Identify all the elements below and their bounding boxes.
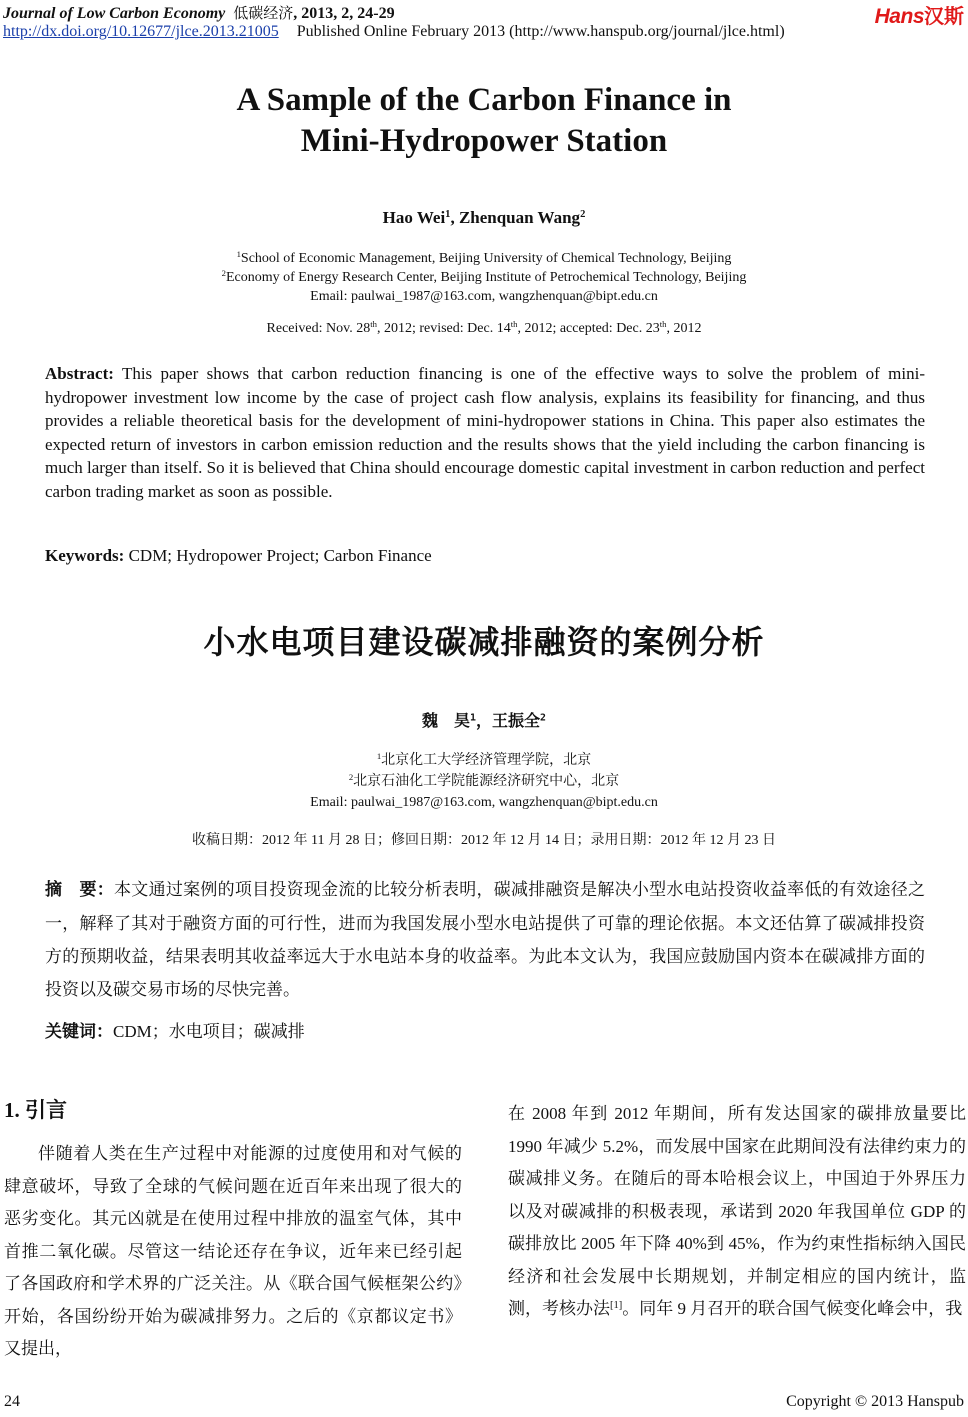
- th-sup: th: [510, 319, 518, 330]
- th-sup: th: [659, 319, 667, 330]
- title-line-2: Mini-Hydropower Station: [300, 123, 668, 159]
- affiliations-en: [0, 249, 968, 306]
- right-text-a: 在 2008 年到 2012 年期间，所有发达国家的碳排放量要比 1990 年减少 5.2%，而发展中国家在此期间没有法律约束力的碳减排义务。在随后的哥本哈根会议上，中国迫于外界压力以及对碳减排的积极表现，承诺到 2020 年我国单位 GDP 的碳排放比 2005 年下降 40%到 45%，作为约束性指标纳入国民经济和社会发展中长期规划，并制定相应的国内统计，监测，考核办法: [508, 1104, 966, 1318]
- journal-header: [3, 2, 395, 23]
- right-text-b: 。同年 9 月召开的联合国气候变化峰会中，我: [622, 1299, 963, 1318]
- abstract-en: [45, 362, 925, 503]
- authors-en: [0, 208, 968, 228]
- hanspub-logo: [875, 0, 964, 29]
- affil-1-cn-sup: 1: [376, 751, 382, 762]
- paper-title-cn: 小水电项目建设碳减排融资的案例分析: [203, 623, 765, 661]
- section-number: 1.: [4, 1098, 20, 1122]
- abstract-label: Abstract:: [45, 364, 114, 383]
- keywords-cn: [45, 1017, 305, 1042]
- affil-1-sup: 1: [236, 249, 241, 260]
- email-cn: Email: paulwai_1987@163.com, wangzhenquan@bipt.edu.cn: [310, 795, 658, 810]
- affiliation-2: [0, 268, 968, 287]
- section-title: 引言: [25, 1098, 67, 1122]
- received-part: Received: Nov. 28: [266, 321, 371, 336]
- authors-cn: [0, 708, 968, 731]
- author-1: Hao Wei: [382, 208, 446, 227]
- affiliation-1-cn: [0, 750, 968, 771]
- author-sep: ,: [450, 208, 459, 227]
- affil-2-text: Economy of Energy Research Center, Beijing Institute of Petrochemical Technology, Beijing: [225, 270, 747, 285]
- page-number: 24: [4, 1393, 20, 1410]
- author-1-cn: 魏 昊: [422, 711, 471, 730]
- keywords-label-cn: 关键词：: [45, 1022, 113, 1042]
- published-online: Published Online February 2013 (http://www.hanspub.org/journal/jlce.html): [296, 23, 785, 40]
- keywords-en: [45, 546, 432, 566]
- doi-line: [3, 23, 785, 41]
- th-sup: th: [370, 319, 377, 330]
- section-1-heading: [4, 1094, 67, 1124]
- logo-text-en: Hans: [874, 5, 924, 28]
- author-2-cn-sup: 2: [540, 712, 546, 724]
- abstract-text: This paper shows that carbon reduction financing is one of the effective ways to solve the problem of mini-hydropower investment low income by the case of project cash flow analysis, explains its feasibility for financing, and thus provides a reliable theoretical basis for the development of mini-hydropower stations in China. This paper also estimates the expected return of investors in carbon emission reduction and the results shows that the yield including the carbon financing is much larger than itself. So it is believed that China should encourage domestic capital investment in carbon reduction and perfect carbon trading market as soon as possible.: [45, 364, 925, 501]
- email-en: Email: paulwai_1987@163.com, wangzhenquan@bipt.edu.cn: [310, 289, 658, 304]
- affil-2-cn-sup: 2: [348, 772, 354, 783]
- body-column-right: [508, 1098, 966, 1326]
- affiliation-2-cn: [0, 771, 968, 792]
- keywords-label: Keywords:: [45, 546, 125, 565]
- received-dates-en: [0, 321, 968, 337]
- keywords-text-cn: CDM；水电项目；碳减排: [113, 1022, 305, 1041]
- accepted-part: , 2012; accepted: Dec. 23: [517, 321, 660, 336]
- affil-1-text: School of Economic Management, Beijing University of Chemical Technology, Beijing: [240, 251, 732, 266]
- affil-1-cn-text: 北京化工大学经济管理学院，北京: [381, 753, 592, 768]
- affiliations-cn: [0, 750, 968, 813]
- affil-2-cn-text: 北京石油化工学院能源经济研究中心，北京: [353, 774, 620, 789]
- affiliation-1: [0, 249, 968, 268]
- journal-name-en: Journal of Low Carbon Economy: [3, 5, 226, 22]
- author-sep-cn: ，: [475, 711, 492, 730]
- revised-part: , 2012; revised: Dec. 14: [376, 321, 511, 336]
- author-1-sup: 1: [445, 209, 451, 221]
- logo-text-cn: 汉斯: [924, 4, 964, 28]
- affil-2-sup: 2: [221, 268, 226, 279]
- received-dates-cn: 收稿日期：2012 年 11 月 28 日；修回日期：2012 年 12 月 14 日；录用日期：2012 年 12 月 23 日: [192, 833, 776, 848]
- author-1-cn-sup: 1: [470, 712, 476, 724]
- keywords-text: CDM; Hydropower Project; Carbon Finance: [124, 546, 432, 565]
- abstract-label-cn: 摘 要：: [45, 880, 115, 900]
- author-2: Zhenquan Wang: [458, 208, 581, 227]
- author-2-sup: 2: [580, 209, 586, 221]
- body-column-left: 伴随着人类在生产过程中对能源的过度使用和对气候的肆意破坏，导致了全球的气候问题在近百年来出现了很大的恶劣变化。其元凶就是在使用过程中排放的温室气体，其中首推二氧化碳。尽管这一结论还存在争议，近年来已经引起了各国政府和学术界的广泛关注。从《联合国气候框架公约》开始，各国纷纷开始为碳减排努力。之后的《京都议定书》又提出，: [4, 1144, 462, 1358]
- author-2-cn: 王振全: [492, 711, 541, 730]
- abstract-text-cn: 本文通过案例的项目投资现金流的比较分析表明，碳减排融资是解决小型水电站投资收益率低的有效途径之一，解释了其对于融资方面的可行性，进而为我国发展小型水电站提供了可靠的理论依据。本文还估算了碳减排投资方的预期收益，结果表明其收益率远大于水电站本身的收益率。为此本文认为，我国应鼓励国内资本在碳减排方面的投资以及碳交易市场的尽快完善。: [45, 880, 926, 999]
- copyright: Copyright © 2013 Hanspub: [786, 1393, 964, 1410]
- title-line-1: A Sample of the Carbon Finance in: [236, 82, 732, 118]
- citation-ref[interactable]: [1]: [610, 1300, 623, 1312]
- year-part: , 2012: [666, 321, 702, 336]
- abstract-cn: [45, 873, 925, 1006]
- volume-info: , 2013, 2, 24-29: [293, 5, 395, 22]
- doi-link[interactable]: http://dx.doi.org/10.12677/jlce.2013.21005: [3, 23, 279, 40]
- paper-title-en: [0, 80, 968, 162]
- journal-name-cn: 低碳经济: [233, 4, 294, 22]
